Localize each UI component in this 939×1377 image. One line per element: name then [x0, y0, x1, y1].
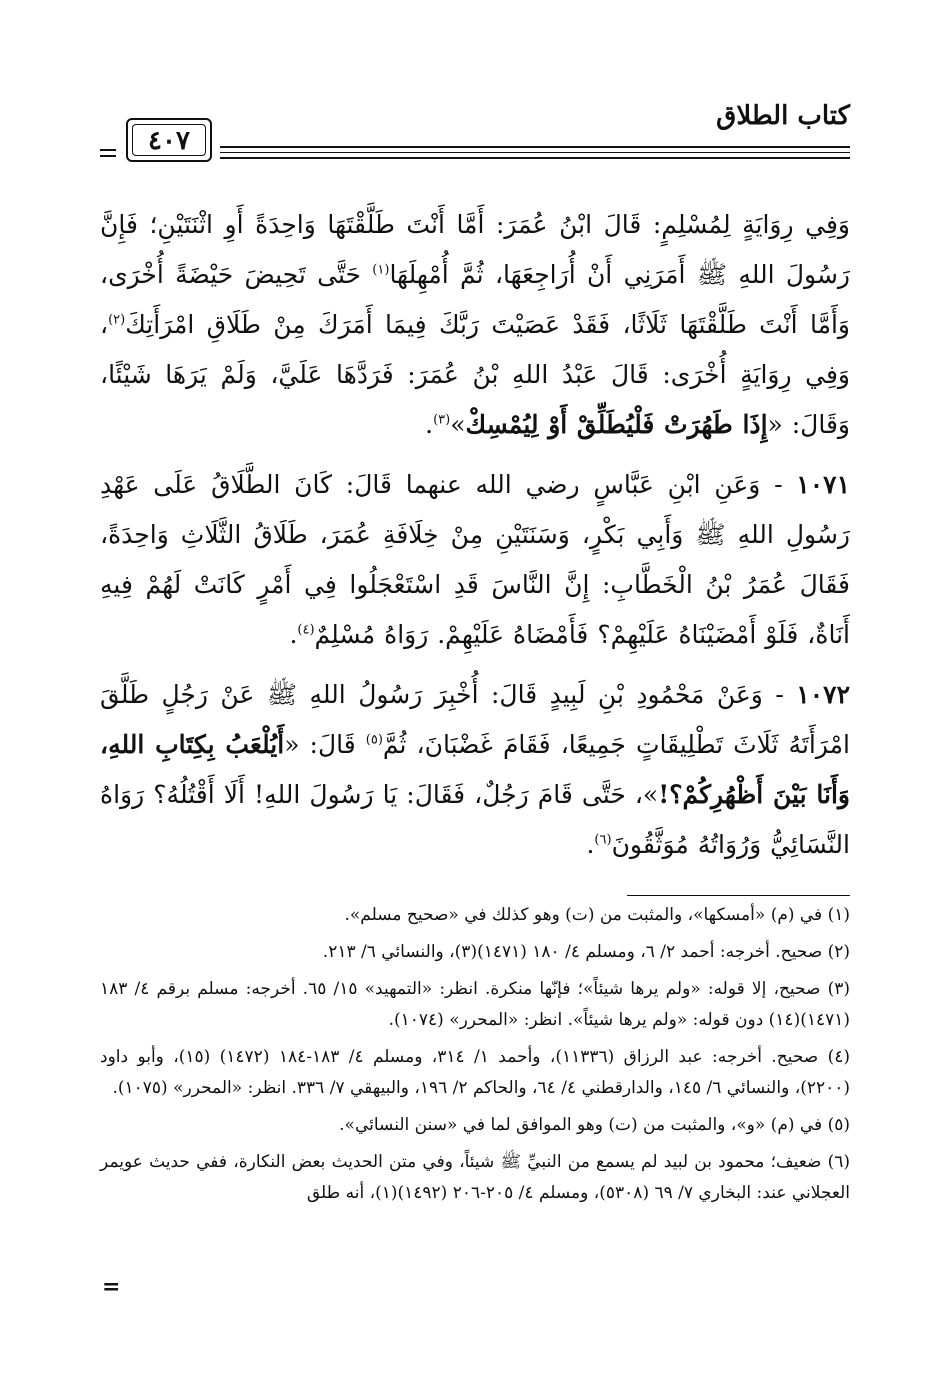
- footnote-2: (٢) صحيح. أخرجه: أحمد ٢/ ٦، ومسلم ٤/ ١٨٠ (١٤٧١)(٣)، والنسائي ٦/ ٢١٣.: [322, 942, 850, 962]
- text-run: حَتَّى تَحِيضَ حَيْضَةً أُخْرَى، وَأَمَّا أَنْتَ طَلَّقْتَهَا ثَلَاثًا، فَقَدْ عَصَيْتَ رَبَّكَ فِيمَا أَمَرَكَ مِنْ طَلَاقِ امْرَأَتِكَ: [100, 260, 850, 339]
- text-run: ، وَفِي رِوَايَةٍ أُخْرَى: قَالَ عَبْدُ اللهِ بْنُ عُمَرَ: فَرَدَّهَا عَلَيَّ، وَلَمْ يَرَهَا شَيْئًا، وَقَالَ: «: [100, 310, 850, 439]
- footnote-ref-4: (٤): [297, 622, 315, 638]
- text-run: »: [450, 410, 466, 439]
- book-title: كتاب الطلاق: [716, 101, 850, 131]
- footnote-3: (٣) صحيح، إلا قوله: «ولم يرها شيئاً»؛ فإنّها منكرة. انظر: «التمهيد» ١٥/ ٦٥. أخرجه: مسلم برقم ٤/ ١٨٣ (١٤٧١)(١٤) دون قوله: «ولم يرها شيئاً». انظر: «المحرر» (١٠٧٤).: [100, 979, 851, 1030]
- footnote-ref-6: (٦): [594, 832, 612, 848]
- paragraph-narration-ibn-umar: [100, 200, 850, 450]
- page-header: [100, 96, 850, 176]
- footnote-ref-3: (٣): [433, 412, 451, 428]
- hadith-1071: [100, 460, 850, 660]
- header-rule-right: [220, 146, 850, 158]
- continuation-mark: =: [102, 1274, 121, 1300]
- footnote-ref-5: (٥): [365, 732, 383, 748]
- text-run: - وَعَنِ ابْنِ عَبَّاسٍ رضي الله عنهما قَالَ: كَانَ الطَّلَاقُ عَلَى عَهْدِ رَسُولِ اللهِ ﷺ وَأَبِي بَكْرٍ، وَسَنَتَيْنِ مِنْ خِلَافَةِ عُمَرَ، طَلَاقُ الثَّلَاثِ وَاحِدَةً، فَقَالَ عُمَرُ بْنُ الْخَطَّابِ: إِنَّ النَّاسَ قَدِ اسْتَعْجَلُوا فِي أَمْرٍ كَانَتْ لَهُمْ فِيهِ أَنَاةٌ، فَلَوْ أَمْضَيْنَاهُ عَلَيْهِمْ؟ فَأَمْضَاهُ عَلَيْهِمْ. رَوَاهُ مُسْلِمٌ: [100, 470, 850, 649]
- footnotes: [100, 900, 850, 1215]
- text-run: وَفِي رِوَايَةٍ لِمُسْلِمٍ: قَالَ ابْنُ عُمَرَ: أَمَّا أَنْتَ طَلَّقْتَهَا وَاحِدَةً أَوِ اثْنَتَيْنِ؛ فَإِنَّ رَسُولَ اللهِ ﷺ أَمَرَنِي أَنْ أُرَاجِعَهَا، ثُمَّ أُمْهِلَهَا: [100, 210, 850, 289]
- prophetic-quote: إِذَا طَهُرَتْ فَلْيُطَلِّقْ أَوْ لِيُمْسِكْ: [465, 410, 768, 439]
- text-run: »، حَتَّى قَامَ رَجُلٌ، فَقَالَ: يَا رَسُولَ اللهِ! أَلَا أَقْتُلُهُ؟ رَوَاهُ النَّسَائِيُّ وَرُوَاتُهُ مُوَثَّقُونَ: [100, 780, 850, 859]
- footnote-1: (١) في (م) «أمسكها»، والمثبت من (ت) وهو كذلك في «صحيح مسلم».: [344, 905, 850, 925]
- prophetic-quote: أَيُلْعَبُ بِكِتَابِ اللهِ، وَأَنَا بَيْنَ أَظْهُرِكُمْ؟!: [100, 730, 850, 809]
- page-number-frame: [126, 118, 212, 162]
- hadith-number: ١٠٧١: [796, 470, 850, 499]
- footnote-4: (٤) صحيح. أخرجه: عبد الرزاق (١١٣٣٦)، وأحمد ١/ ٣١٤، ومسلم ٤/ ١٨٣-١٨٤ (١٤٧٢) (١٥)، وأبو داود (٢٢٠٠)، والنسائي ٦/ ١٤٥، والدارقطني ٤/ ٦٤، والحاكم ٢/ ١٩٦، والبيهقي ٧/ ٣٣٦. انظر: «المحرر» (١٠٧٥).: [100, 1047, 851, 1098]
- footnote-6: (٦) ضعيف؛ محمود بن لبيد لم يسمع من النبيِّ ﷺ شيئاً، وفي متن الحديث بعض النكارة، ففي حديث عويمر العجلاني عند: البخاري ٧/ ٦٩ (٥٣٠٨)، ومسلم ٤/ ٢٠٥-٢٠٦ (١٤٩٢)(١)، أنه طلق: [100, 1152, 850, 1203]
- footnote-separator: [627, 895, 850, 896]
- page-number: ٤٠٧: [148, 126, 190, 156]
- text-run: .: [586, 830, 595, 859]
- text-run: .: [289, 620, 298, 649]
- hadith-number: ١٠٧٢: [796, 680, 850, 709]
- text-run: - وَعَنْ مَحْمُودِ بْنِ لَبِيدٍ قَالَ: أُخْبِرَ رَسُولُ اللهِ ﷺ عَنْ رَجُلٍ طَلَّقَ امْرَأَتَهُ ثَلَاثَ تَطْلِيقَاتٍ جَمِيعًا، فَقَامَ غَضْبَانَ، ثُمَّ: [100, 680, 850, 759]
- footnote-ref-2: (٢): [108, 312, 126, 328]
- main-text: [100, 200, 850, 880]
- text-run: .: [425, 410, 434, 439]
- text-run: قَالَ: «: [284, 730, 366, 759]
- footnote-5: (٥) في (م) «و»، والمثبت من (ت) وهو الموافق لما في «سنن النسائي».: [339, 1115, 850, 1135]
- hadith-1072: [100, 670, 850, 870]
- header-rule-left: [100, 146, 116, 158]
- footnote-ref-1: (١): [372, 262, 390, 278]
